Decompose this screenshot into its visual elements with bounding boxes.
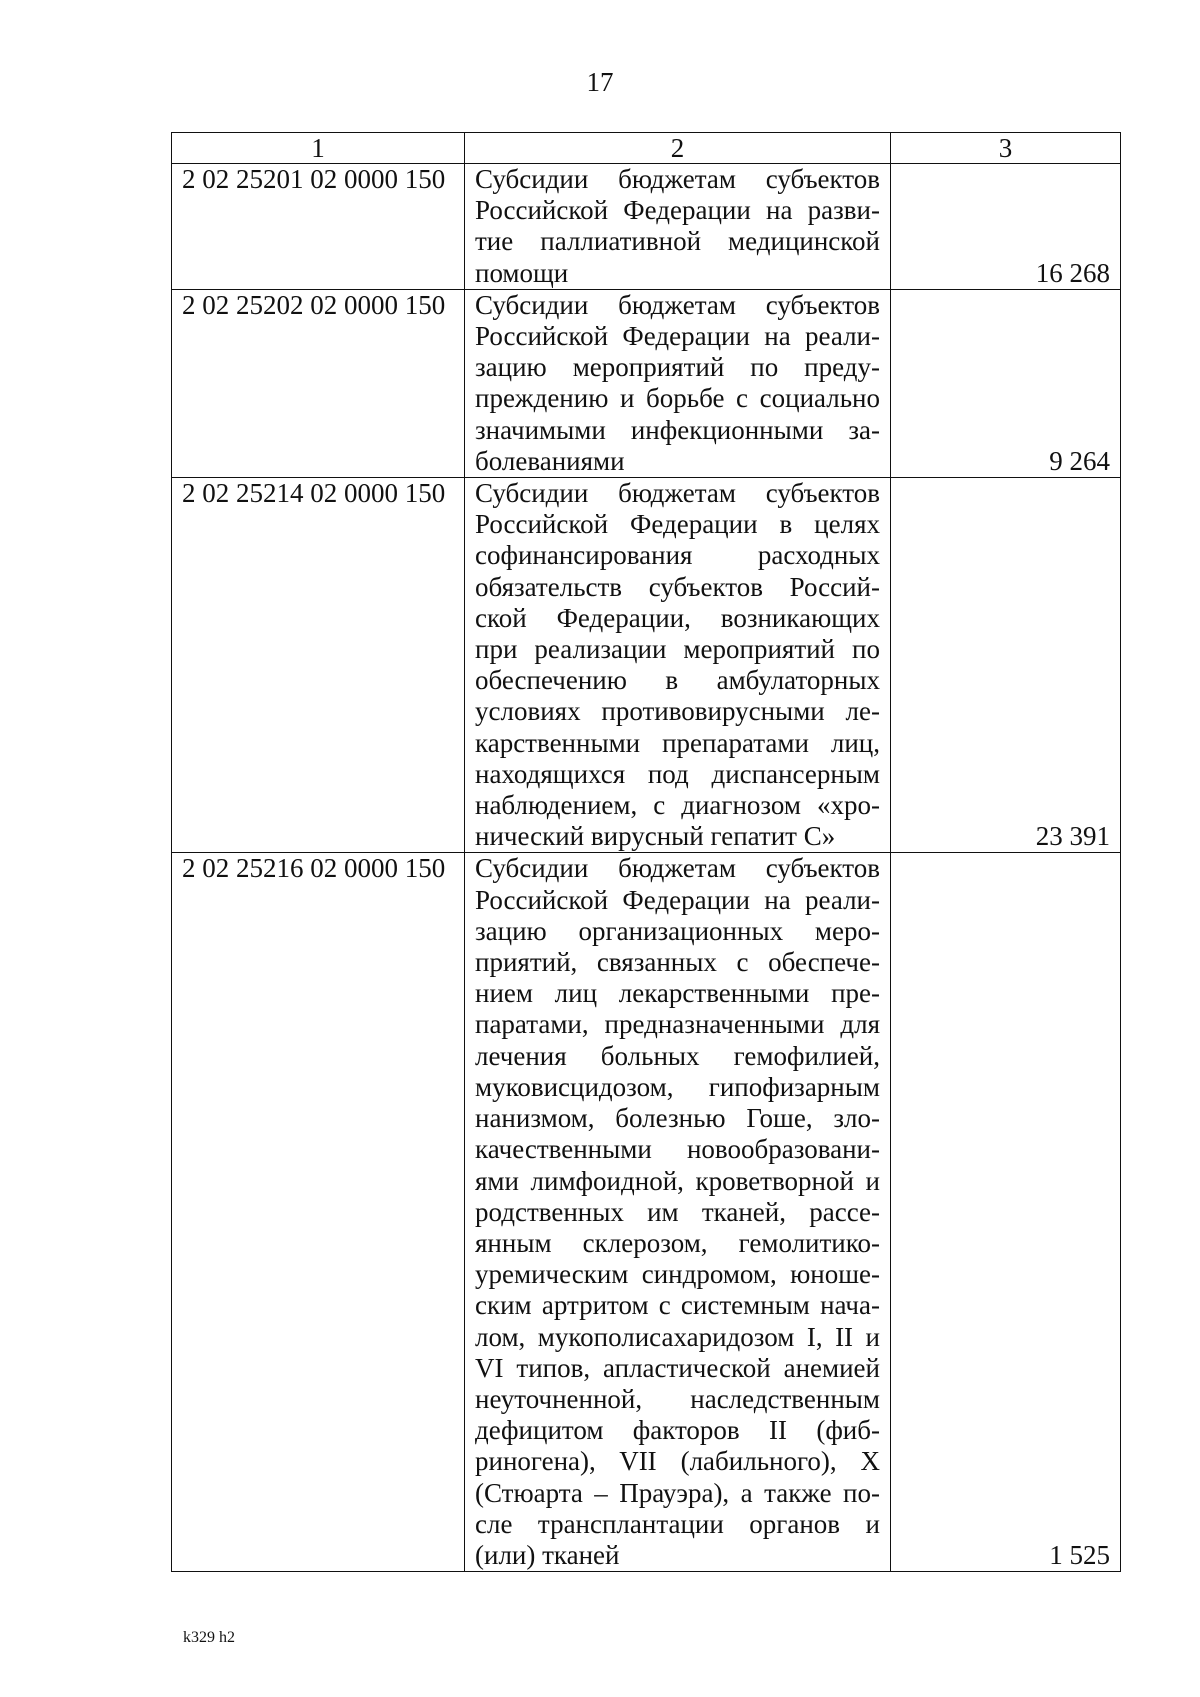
row-description: Субсидии бюджетам субъектов Российской Федерации в целях софинансирования расходных обязательств субъектов Российской Федерации, возникающих при реализации мероприятий по обеспечению в амбулаторных условиях противовирусными лекарственными препаратами лиц, находящихся под диспансерным наблюдением, с диагнозом «хронический вирусный гепатит С» bbox=[465, 478, 891, 853]
row-code: 2 02 25214 02 0000 150 bbox=[172, 478, 465, 853]
table-row bbox=[172, 478, 1121, 853]
table-header-row bbox=[172, 133, 1121, 164]
row-amount: 9 264 bbox=[891, 289, 1121, 477]
row-description: Субсидии бюджетам субъектов Российской Федерации на развитие паллиативной медицинской помощи bbox=[465, 164, 891, 290]
row-amount: 23 391 bbox=[891, 478, 1121, 853]
column-header-2: 2 bbox=[465, 133, 891, 164]
row-description: Субсидии бюджетам субъектов Российской Федерации на реализацию мероприятий по предупреждению и борьбе с социально значимыми инфекционными заболеваниями bbox=[465, 289, 891, 477]
row-code: 2 02 25216 02 0000 150 bbox=[172, 853, 465, 1572]
footer-document-code: k329 h2 bbox=[183, 1629, 235, 1646]
column-header-1: 1 bbox=[172, 133, 465, 164]
row-amount: 1 525 bbox=[891, 853, 1121, 1572]
row-code: 2 02 25201 02 0000 150 bbox=[172, 164, 465, 290]
row-code: 2 02 25202 02 0000 150 bbox=[172, 289, 465, 477]
page-number: 17 bbox=[586, 67, 614, 97]
table-row bbox=[172, 164, 1121, 290]
column-header-3: 3 bbox=[891, 133, 1121, 164]
budget-table bbox=[171, 132, 1121, 1572]
row-description: Субсидии бюджетам субъектов Российской Федерации на реализацию организационных мероприятий, связанных с обеспечением лиц лекарственными препаратами, предназначенными для лечения больных гемофилией, муковисцидозом, гипофизарным нанизмом, болезнью Гоше, злокачественными новообразованиями лимфоидной, кроветворной и родственных им тканей, рассеянным склерозом, гемолитико-уремическим синдромом, юношеским артритом с системным началом, мукополисахаридозом I, II и VI типов, апластической анемией неуточненной, наследственным дефицитом факторов II (фибриногена), VII (лабильного), X (Стюарта – Прауэра), а также после трансплантации органов и (или) тканей bbox=[465, 853, 891, 1572]
row-amount: 16 268 bbox=[891, 164, 1121, 290]
table-row bbox=[172, 289, 1121, 477]
table-row bbox=[172, 853, 1121, 1572]
